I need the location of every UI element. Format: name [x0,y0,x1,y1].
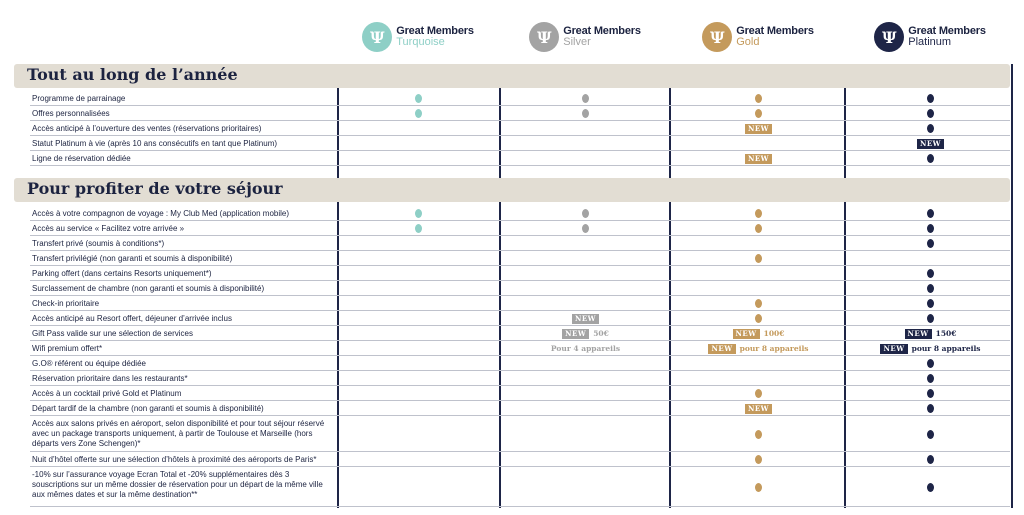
benefit-dot [927,455,934,464]
benefit-dot [755,209,762,218]
benefit-cell-gold [676,221,841,236]
benefit-dot [582,209,589,218]
benefit-cell-gold [676,341,841,356]
benefit-cell-platinum [848,151,1013,166]
benefit-cell-silver [503,151,668,166]
benefit-cell-platinum [848,386,1013,401]
benefit-cell-silver [503,236,668,251]
benefit-cell-gold [676,91,841,106]
tier-brand: Great Members [563,25,641,37]
feature-label: Accès anticipé à l’ouverture des ventes (réservations prioritaires) [32,124,262,133]
table-row [30,356,1010,371]
tier-brand: Great Members [908,25,986,37]
table-row [30,206,1010,221]
tier-header-silver [510,18,660,56]
feature-label: Transfert privé (soumis à conditions*) [32,239,165,248]
benefit-cell-turquoise [336,326,501,341]
benefit-dot [755,430,762,439]
benefit-cell-silver [503,221,668,236]
benefit-dot [755,299,762,308]
feature-label: Accès anticipé au Resort offert, déjeuner d’arrivée inclus [32,314,232,323]
tier-header-turquoise [343,18,493,56]
table-row [30,467,1010,507]
benefit-cell-platinum [848,106,1013,121]
benefit-cell-turquoise [336,236,501,251]
table-row [30,386,1010,401]
benefit-cell-gold [676,401,841,416]
benefit-cell-silver [503,266,668,281]
benefit-cell-platinum [848,251,1013,266]
benefit-cell-turquoise [336,221,501,236]
table-row [30,416,1010,452]
benefit-cell-turquoise [336,386,501,401]
tier-name [736,26,814,48]
benefit-cell-silver [503,281,668,296]
benefit-cell-platinum [848,341,1013,356]
new-badge: NEW [733,329,760,339]
section-header [14,178,1010,202]
benefit-cell-turquoise [336,106,501,121]
table-row [30,311,1010,326]
benefit-cell-gold [676,251,841,266]
section-header [14,64,1010,88]
tier-name [396,26,474,48]
new-badge: NEW [572,314,599,324]
benefit-cell-silver [503,416,668,452]
benefit-cell-turquoise [336,416,501,452]
table-row [30,326,1010,341]
feature-label: Départ tardif de la chambre (non garanti et soumis à disponibilité) [32,404,264,413]
benefit-cell-platinum [848,221,1013,236]
feature-label: Accès aux salons privés en aéroport, selon disponibilité et pour tout séjour réservé avec un package transports uniquement, à partir de Toulouse et Marseille (hors départs vers Zone Schengen)* [32,419,325,448]
trident-logo-icon: Ψ [362,22,392,52]
table-row [30,121,1010,136]
table-row [30,251,1010,266]
benefit-cell-silver [503,386,668,401]
benefit-cell-platinum [848,401,1013,416]
table-row [30,91,1010,106]
benefit-dot [927,359,934,368]
benefit-dot [927,430,934,439]
feature-label: Accès à un cocktail privé Gold et Platinum [32,389,182,398]
new-badge: NEW [562,329,589,339]
benefit-dot [927,389,934,398]
benefit-dot [755,224,762,233]
benefit-cell-gold [676,296,841,311]
benefit-cell-silver [503,251,668,266]
benefit-cell-silver [503,206,668,221]
section-title: Pour profiter de votre séjour [27,179,283,198]
tier-level: Turquoise [396,36,445,48]
benefit-cell-turquoise [336,91,501,106]
feature-label: Réservation prioritaire dans les restaurants* [32,374,188,383]
benefit-dot [755,254,762,263]
feature-label: Accès à votre compagnon de voyage : My Club Med (application mobile) [32,209,290,218]
benefit-dot [415,109,422,118]
benefit-cell-turquoise [336,356,501,371]
section-title: Tout au long de l’année [27,65,238,84]
benefit-cell-gold [676,106,841,121]
benefit-dot [927,124,934,133]
benefit-dot [755,455,762,464]
benefit-dot [755,389,762,398]
benefit-cell-gold [676,266,841,281]
benefit-cell-gold [676,236,841,251]
benefit-cell-turquoise [336,251,501,266]
table-row [30,236,1010,251]
benefit-cell-gold [676,281,841,296]
benefit-dot [582,224,589,233]
benefit-cell-turquoise [336,121,501,136]
benefit-text: 50€ [593,329,609,338]
benefit-dot [582,94,589,103]
feature-label: Accès au service « Facilitez votre arrivée » [32,224,185,233]
benefit-cell-gold [676,206,841,221]
feature-label: Nuit d’hôtel offerte sur une sélection d’hôtels à proximité des aéroports de Paris* [32,455,317,464]
benefit-dot [927,209,934,218]
benefit-cell-silver [503,311,668,326]
table-row [30,151,1010,166]
benefit-text: 100€ [763,329,785,338]
benefit-dot [415,94,422,103]
benefit-cell-platinum [848,136,1013,151]
benefit-cell-gold [676,356,841,371]
trident-logo-icon: Ψ [529,22,559,52]
benefit-dot [415,209,422,218]
feature-label: G.O® référent ou équipe dédiée [32,359,146,368]
table-row [30,341,1010,356]
table-row [30,136,1010,151]
benefit-cell-turquoise [336,206,501,221]
tier-header-gold [683,18,833,56]
benefit-cell-platinum [848,326,1013,341]
benefit-cell-platinum [848,416,1013,452]
benefit-cell-gold [676,386,841,401]
new-badge: NEW [905,329,932,339]
benefit-dot [755,314,762,323]
benefit-cell-platinum [848,356,1013,371]
benefit-dot [755,94,762,103]
benefit-cell-gold [676,452,841,467]
new-badge: NEW [708,344,735,354]
feature-label: -10% sur l’assurance voyage Ecran Total et -20% supplémentaires dès 3 souscriptions sur un même dossier de réservation pour un départ de la même ville aux mêmes dates et sur la même destination** [32,470,323,499]
benefit-cell-platinum [848,266,1013,281]
benefit-cell-silver [503,467,668,507]
benefit-dot [927,224,934,233]
benefit-cell-gold [676,416,841,452]
feature-label: Gift Pass valide sur une sélection de services [32,329,193,338]
tier-header-platinum [855,18,1005,56]
benefit-dot [755,109,762,118]
benefit-cell-silver [503,121,668,136]
benefit-cell-turquoise [336,452,501,467]
benefit-cell-silver [503,326,668,341]
feature-label: Statut Platinum à vie (après 10 ans consécutifs en tant que Platinum) [32,139,278,148]
tier-brand: Great Members [736,25,814,37]
benefit-cell-platinum [848,467,1013,507]
benefit-cell-gold [676,326,841,341]
benefit-cell-gold [676,136,841,151]
benefit-dot [415,224,422,233]
benefit-cell-turquoise [336,341,501,356]
benefit-cell-turquoise [336,281,501,296]
benefit-cell-turquoise [336,311,501,326]
table-row [30,371,1010,386]
feature-label: Ligne de réservation dédiée [32,154,131,163]
new-badge: NEW [917,139,944,149]
benefit-cell-silver [503,452,668,467]
benefit-cell-platinum [848,452,1013,467]
new-badge: NEW [745,124,772,134]
benefit-cell-turquoise [336,136,501,151]
benefit-cell-platinum [848,296,1013,311]
feature-label: Check-in prioritaire [32,299,100,308]
benefit-cell-platinum [848,371,1013,386]
benefit-text: pour 8 appareils [911,344,981,353]
feature-label: Wifi premium offert* [32,344,103,353]
benefit-cell-platinum [848,121,1013,136]
benefit-cell-gold [676,311,841,326]
benefit-cell-platinum [848,281,1013,296]
tier-name [563,26,641,48]
table-row [30,281,1010,296]
benefit-dot [927,404,934,413]
table-row [30,296,1010,311]
benefit-cell-gold [676,121,841,136]
benefit-cell-turquoise [336,467,501,507]
benefit-dot [927,239,934,248]
benefit-cell-turquoise [336,296,501,311]
benefit-cell-platinum [848,206,1013,221]
benefit-dot [755,483,762,492]
benefit-dot [927,154,934,163]
benefit-cell-silver [503,91,668,106]
feature-label: Parking offert (dans certains Resorts uniquement*) [32,269,212,278]
trident-logo-icon: Ψ [874,22,904,52]
benefit-dot [927,299,934,308]
benefit-cell-turquoise [336,401,501,416]
benefit-dot [582,109,589,118]
benefit-dot [927,314,934,323]
benefit-cell-silver [503,371,668,386]
benefit-cell-silver [503,136,668,151]
benefit-text: 150€ [935,329,957,338]
benefit-cell-gold [676,151,841,166]
new-badge: NEW [745,154,772,164]
feature-label: Transfert privilégié (non garanti et soumis à disponibilité) [32,254,233,263]
feature-label: Surclassement de chambre (non garanti et soumis à disponibilité) [32,284,265,293]
benefit-cell-turquoise [336,151,501,166]
benefit-dot [927,269,934,278]
benefit-cell-turquoise [336,266,501,281]
table-row [30,266,1010,281]
tier-name [908,26,986,48]
benefit-text: Pour 4 appareils [550,344,621,353]
benefit-cell-gold [676,467,841,507]
benefit-cell-silver [503,356,668,371]
benefit-text: pour 8 appareils [739,344,809,353]
tier-level: Platinum [908,36,952,48]
benefit-cell-platinum [848,91,1013,106]
benefit-cell-silver [503,296,668,311]
benefit-dot [927,374,934,383]
new-badge: NEW [745,404,772,414]
feature-label: Programme de parrainage [32,94,126,103]
table-row [30,401,1010,416]
table-row [30,452,1010,467]
tier-brand: Great Members [396,25,474,37]
table-row [30,221,1010,236]
benefit-cell-silver [503,401,668,416]
benefit-cell-platinum [848,311,1013,326]
tier-level: Gold [736,36,760,48]
tier-level: Silver [563,36,591,48]
new-badge: NEW [880,344,907,354]
benefit-cell-gold [676,371,841,386]
benefit-dot [927,109,934,118]
table-row [30,106,1010,121]
benefit-cell-platinum [848,236,1013,251]
feature-label: Offres personnalisées [32,109,110,118]
benefit-cell-silver [503,341,668,356]
benefit-dot [927,483,934,492]
benefit-cell-turquoise [336,371,501,386]
benefit-dot [927,284,934,293]
benefit-cell-silver [503,106,668,121]
trident-logo-icon: Ψ [702,22,732,52]
benefit-dot [927,94,934,103]
